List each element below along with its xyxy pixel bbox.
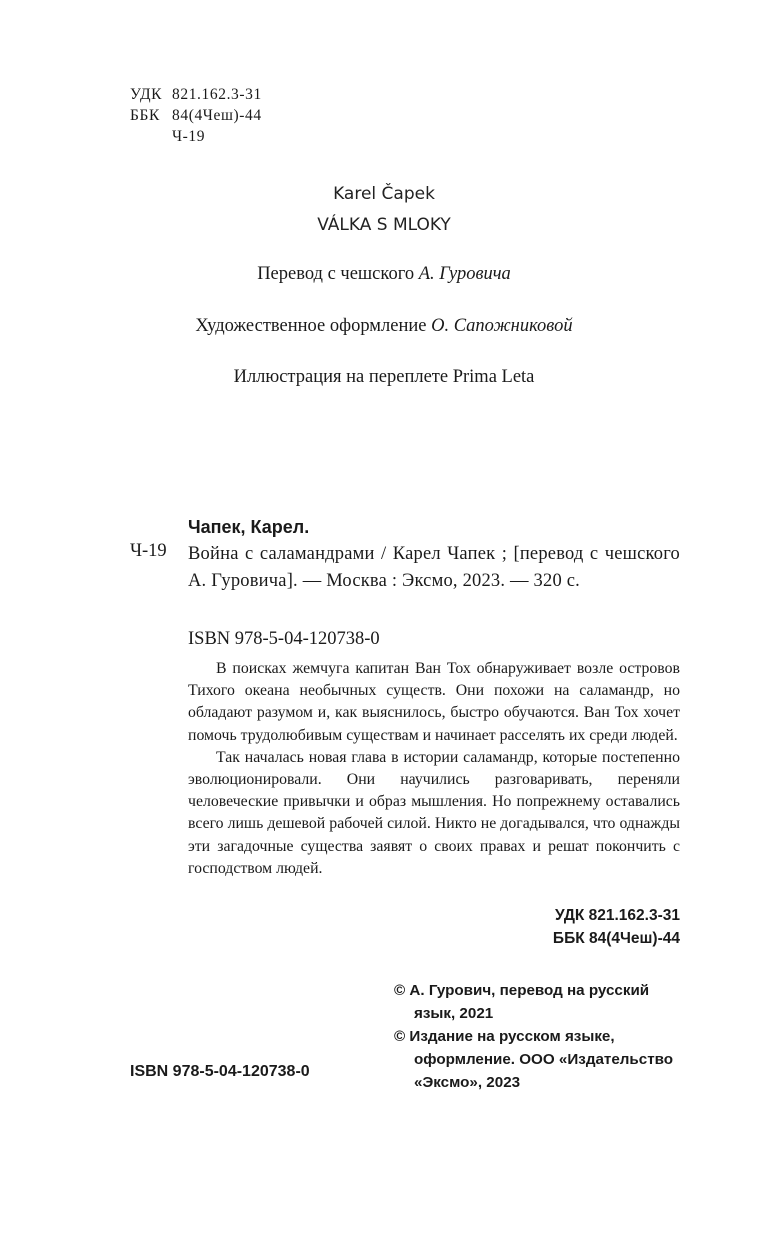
copyright-translation: © А. Гурович, перевод на русский язык, 2021 <box>394 982 650 1022</box>
original-title: VÁLKA S MLOKY <box>317 215 451 235</box>
library-codes <box>500 904 680 950</box>
illustration-credit: Иллюстрация на переплете Prima Leta <box>233 367 535 387</box>
bbk-line <box>130 105 262 126</box>
copyright-block <box>394 979 694 1094</box>
bbk-code: ББК 84(4Чеш)-44 <box>552 930 680 947</box>
udk-code: УДК 821.162.3-31 <box>554 907 680 924</box>
annotation-paragraph-2: Так началась новая глава в истории саламандр, которые постепенно эволюционировали. Они научились разговаривать, переняли человеческие привычки и образ мышления. Но попрежнему оставались всего лишь дешевой рабочей силой. Никто не догадывался, что однажды эти загадочные существа заявят о своих правах и решат покончить с господством людей. <box>188 748 680 877</box>
udk-value: 821.162.3-31 <box>172 86 262 103</box>
design-credit <box>0 316 768 337</box>
isbn-bottom: ISBN 978-5-04-120738-0 <box>130 1063 310 1080</box>
translation-credit <box>0 264 768 285</box>
bibliography-isbn: ISBN 978-5-04-120738-0 <box>188 629 380 649</box>
author-mark-line <box>130 126 262 147</box>
udk-line <box>130 84 262 105</box>
annotation-paragraph-1: В поисках жемчуга капитан Ван Тох обнаруживает возле островов Тихого океана необычных существ. Они похожи на саламандр, но обладают разумом и, как выяснилось, быстро обучаются. Ван Тох хочет помочь трудолюбивым существам и начинает расселять их среди людей. <box>188 660 680 744</box>
bibliography-heading: Чапек, Карел. <box>188 517 310 537</box>
author-mark: Ч-19 <box>172 128 206 145</box>
bbk-label: ББК <box>130 107 160 124</box>
copyright-edition: © Издание на русском языке, оформление. ООО «Издательство «Эксмо», 2023 <box>394 1028 674 1091</box>
translation-prefix: Перевод с чешского <box>257 264 419 284</box>
bbk-value: 84(4Чеш)-44 <box>172 107 262 124</box>
udk-label: УДК <box>130 86 163 103</box>
annotation <box>188 658 680 880</box>
design-prefix: Художественное оформление <box>195 316 432 336</box>
bibliography-description: Война с саламандрами / Карел Чапек ; [перевод с чешского А. Гуровича]. — Москва : Эксмо, 2023. — 320 с. <box>188 544 680 591</box>
bibliography-author-mark: Ч-19 <box>130 541 167 561</box>
original-author: Karel Čapek <box>333 184 435 204</box>
designer-name: О. Сапожниковой <box>431 316 573 336</box>
classification-codes <box>130 84 262 147</box>
translator-name: А. Гуровича <box>418 264 511 284</box>
